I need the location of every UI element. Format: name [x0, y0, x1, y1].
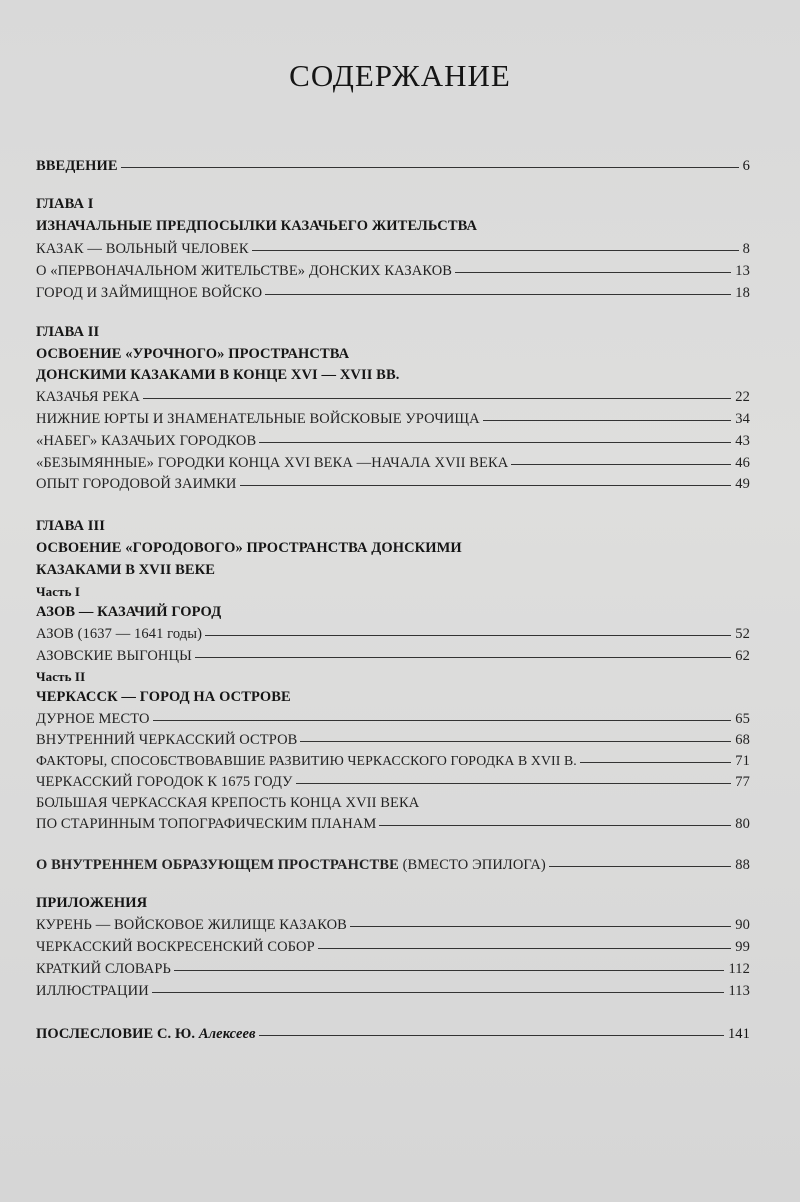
- toc-entry-text: КУРЕНЬ — ВОЙСКОВОЕ ЖИЛИЩЕ КАЗАКОВ: [36, 917, 347, 933]
- toc-entry-text: КРАТКИЙ СЛОВАРЬ: [36, 961, 171, 977]
- chapter-title: ОСВОЕНИЕ «ГОРОДОВОГО» ПРОСТРАНСТВА ДОНСКИМИ: [36, 540, 462, 556]
- leader-line: [350, 926, 731, 927]
- leader-line: [240, 485, 732, 486]
- toc-page-number: 112: [728, 961, 750, 977]
- toc-entry[interactable]: [36, 454, 750, 472]
- chapter-label: ГЛАВА I: [36, 196, 94, 212]
- toc-entry[interactable]: [36, 262, 750, 280]
- chapter-label: ГЛАВА II: [36, 324, 100, 340]
- toc-entry-text: О «ПЕРВОНАЧАЛЬНОМ ЖИТЕЛЬСТВЕ» ДОНСКИХ КАЗАКОВ: [36, 263, 453, 279]
- leader-line: [318, 948, 732, 949]
- toc-entry[interactable]: [36, 773, 750, 791]
- leader-line: [300, 741, 731, 742]
- leader-line: [455, 272, 731, 273]
- afterword-text: ПОСЛЕСЛОВИЕ С. Ю.: [36, 1026, 199, 1042]
- toc-entry-text: КАЗАК — ВОЛЬНЫЙ ЧЕЛОВЕК: [36, 241, 249, 257]
- chapter-label: ГЛАВА III: [36, 518, 105, 534]
- toc-entry[interactable]: [36, 284, 750, 302]
- toc-page-number: 46: [735, 455, 750, 471]
- toc-entry-text: ЧЕРКАССКИЙ ВОСКРЕСЕНСКИЙ СОБОР: [36, 939, 315, 955]
- leader-line: [143, 398, 731, 399]
- epilogue-rest-text: (ВМЕСТО ЭПИЛОГА): [398, 857, 546, 873]
- toc-entry-text-line: БОЛЬШАЯ ЧЕРКАССКАЯ КРЕПОСТЬ КОНЦА XVII ВЕКА: [36, 795, 420, 811]
- toc-entry[interactable]: [36, 475, 750, 493]
- toc-entry[interactable]: [36, 815, 750, 833]
- toc-page-number: 71: [735, 753, 750, 769]
- part-title: АЗОВ — КАЗАЧИЙ ГОРОД: [36, 604, 222, 620]
- toc-entry-text: ФАКТОРЫ, СПОСОБСТВОВАВШИЕ РАЗВИТИЮ ЧЕРКАССКОГО ГОРОДКА В XVII В.: [36, 753, 577, 768]
- toc-entry-text: АЗОВ (1637 — 1641 годы): [36, 626, 203, 642]
- toc-entry[interactable]: [36, 710, 750, 728]
- leader-line: [265, 294, 731, 295]
- toc-entry-intro[interactable]: [36, 157, 750, 175]
- toc-entry[interactable]: [36, 731, 750, 749]
- toc-entry-text: «БЕЗЫМЯННЫЕ» ГОРОДКИ КОНЦА XVI ВЕКА —НАЧАЛА XVII ВЕКА: [36, 455, 509, 471]
- leader-line: [259, 1035, 724, 1036]
- toc-entry[interactable]: [36, 240, 750, 258]
- toc-entry-text: ВВЕДЕНИЕ: [36, 158, 118, 174]
- toc-entry-text: ЧЕРКАССКИЙ ГОРОДОК К 1675 ГОДУ: [36, 774, 293, 790]
- toc-page-number: 68: [735, 732, 750, 748]
- toc-entry-text: «НАБЕГ» КАЗАЧЬИХ ГОРОДКОВ: [36, 433, 257, 449]
- toc-page-number: 141: [727, 1026, 750, 1042]
- toc-entry-afterword[interactable]: [36, 1025, 750, 1043]
- toc-entry[interactable]: [36, 938, 750, 956]
- toc-entry[interactable]: [36, 388, 750, 406]
- toc-page-number: 8: [742, 241, 750, 257]
- toc-entry[interactable]: [36, 625, 750, 643]
- toc-page-number: 90: [735, 917, 750, 933]
- leader-line: [152, 992, 725, 993]
- toc-entry[interactable]: [36, 432, 750, 450]
- leader-line: [205, 635, 731, 636]
- page-title: СОДЕРЖАНИЕ: [289, 58, 511, 93]
- toc-entry-text: [36, 1025, 256, 1043]
- leader-line: [549, 866, 731, 867]
- toc-entry[interactable]: [36, 916, 750, 934]
- leader-line: [511, 464, 731, 465]
- afterword-author: Алексеев: [198, 1026, 256, 1042]
- toc-page-number: 80: [735, 816, 750, 832]
- chapter-title: ДОНСКИМИ КАЗАКАМИ В КОНЦЕ XVI — XVII ВВ.: [36, 367, 400, 383]
- leader-line: [580, 762, 731, 763]
- toc-entry-text: КАЗАЧЬЯ РЕКА: [36, 389, 140, 405]
- toc-entry-text: АЗОВСКИЕ ВЫГОНЦЫ: [36, 648, 192, 664]
- toc-entry[interactable]: [36, 752, 750, 770]
- toc-entry[interactable]: [36, 960, 750, 978]
- toc-page-number: 52: [735, 626, 750, 642]
- toc-page-number: 13: [735, 263, 750, 279]
- leader-line: [379, 825, 731, 826]
- chapter-title: ИЗНАЧАЛЬНЫЕ ПРЕДПОСЫЛКИ КАЗАЧЬЕГО ЖИТЕЛЬСТВА: [36, 218, 478, 234]
- leader-line: [153, 720, 732, 721]
- toc-page-number: 65: [735, 711, 750, 727]
- toc-entry-text: ПО СТАРИННЫМ ТОПОГРАФИЧЕСКИМ ПЛАНАМ: [36, 816, 377, 832]
- toc-page-number: 6: [742, 158, 750, 174]
- toc-page-number: 49: [735, 476, 750, 492]
- toc-entry-text: ИЛЛЮСТРАЦИИ: [36, 983, 149, 999]
- epilogue-bold-text: О ВНУТРЕННЕМ ОБРАЗУЮЩЕМ ПРОСТРАНСТВЕ: [36, 857, 399, 873]
- part-label: Часть II: [36, 669, 86, 684]
- chapter-title: КАЗАКАМИ В XVII ВЕКЕ: [36, 562, 216, 578]
- toc-entry-text: НИЖНИЕ ЮРТЫ И ЗНАМЕНАТЕЛЬНЫЕ ВОЙСКОВЫЕ УРОЧИЩА: [36, 411, 480, 427]
- appendix-label: ПРИЛОЖЕНИЯ: [36, 895, 148, 911]
- toc-page-number: 22: [735, 389, 750, 405]
- leader-line: [195, 657, 731, 658]
- toc-entry[interactable]: [36, 410, 750, 428]
- toc-page-number: 34: [735, 411, 750, 427]
- leader-line: [174, 970, 725, 971]
- toc-page-number: 77: [735, 774, 750, 790]
- chapter-title: ОСВОЕНИЕ «УРОЧНОГО» ПРОСТРАНСТВА: [36, 346, 350, 362]
- leader-line: [483, 420, 732, 421]
- toc-page-number: 18: [735, 285, 750, 301]
- toc-page-number: 43: [735, 433, 750, 449]
- toc-page-number: 62: [735, 648, 750, 664]
- leader-line: [121, 167, 739, 168]
- toc-entry[interactable]: [36, 647, 750, 665]
- toc-page-number: 88: [735, 857, 750, 873]
- leader-line: [296, 783, 732, 784]
- toc-entry-text: [36, 856, 546, 874]
- part-title: ЧЕРКАССК — ГОРОД НА ОСТРОВЕ: [36, 689, 291, 705]
- toc-entry-text: ВНУТРЕННИЙ ЧЕРКАССКИЙ ОСТРОВ: [36, 732, 298, 748]
- part-label: Часть I: [36, 584, 81, 599]
- toc-entry-epilogue[interactable]: [36, 856, 750, 874]
- toc-page-number: 113: [728, 983, 750, 999]
- leader-line: [252, 250, 739, 251]
- toc-entry-text: ОПЫТ ГОРОДОВОЙ ЗАИМКИ: [36, 476, 237, 492]
- toc-entry[interactable]: [36, 982, 750, 1000]
- toc-entry-text: ДУРНОЕ МЕСТО: [36, 711, 150, 727]
- leader-line: [259, 442, 731, 443]
- toc-entry-text: ГОРОД И ЗАЙМИЩНОЕ ВОЙСКО: [36, 285, 263, 301]
- toc-page-number: 99: [735, 939, 750, 955]
